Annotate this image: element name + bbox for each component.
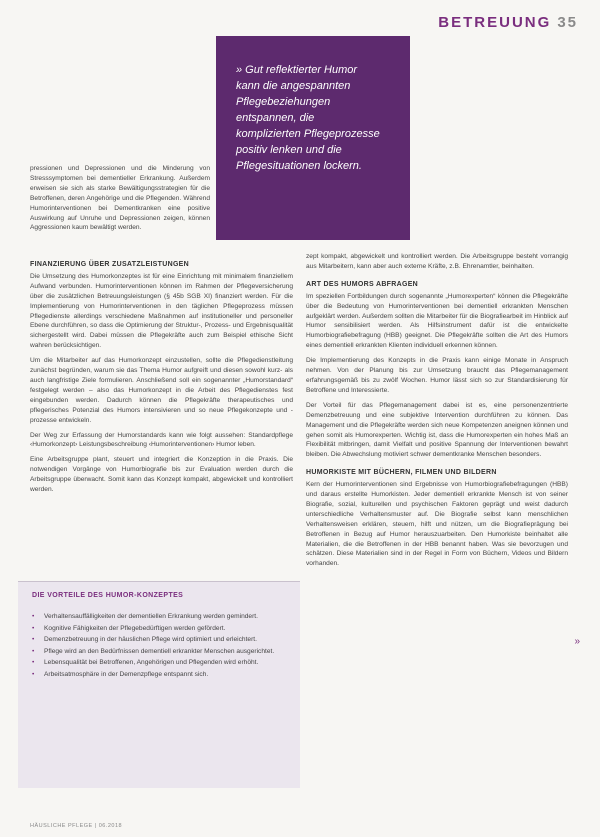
benefits-title: DIE VORTEILE DES HUMOR-KONZEPTES [32,592,184,599]
intro-column [30,164,210,238]
paragraph: Im speziellen Fortbildungen durch sogenannte „Humorexperten“ können die Pflegekräfte über die Bedeutung von Humorinterventionen bei dementiell erkrankten Menschen aufgeklärt werden. Außerdem sollten die Mitarbeiter für die Biografiearbeit im Hinblick auf Humor sensibilisiert werden. Als Hilfsinstrument dafür ist die entwickelte Humorbiografiebefragung (HBB) geeignet. Die Pflegekräfte sollten die Art des Humors eines dementiell erkrankten Klienten individuell erkennen können. [306,292,568,350]
list-item: • Arbeitsatmosphäre in der Demenzpflege entspannt sich. [32,670,209,678]
pull-quote: » Gut reflektierter Humor kann die angespannten Pflegebeziehungen entspannen, die komplizierten Pflegeprozesse positiv lenken und die Pflegesituationen lockern. [216,36,410,240]
bullet-icon: • [32,636,35,644]
list-item: • Pflege wird an den Bedürfnissen dementiell erkrankter Menschen ausgerichtet. [32,647,275,655]
list-item: • Verhaltensauffälligkeiten der dementiellen Erkrankung werden gemindert. [32,613,258,620]
paragraph: Eine Arbeitsgruppe plant, steuert und integriert die Konzeption in die Praxis. Die notwendigen Vorgänge von Humorbiografie bis zur Evaluation werden durch die Arbeitsgruppe überwacht. Somit kann das Konzept kompakt, abgewickelt und kontrolliert werden. [30,456,293,494]
benefits-list [32,612,292,682]
continue-arrow-icon: » [574,636,580,647]
paragraph: Der Weg zur Erfassung der Humorstandards kann wie folgt aussehen: Standardpflege ‹Humorkonzept› Leistungsbeschreibung ‹Humorinterventionen› Humor leben. [30,431,293,449]
benefits-box [18,582,300,788]
list-item: • Lebensqualität bei Betroffenen, Angehörigen und Pflegenden wird erhöht. [32,659,259,667]
right-column [306,252,568,574]
paragraph: Der Vorteil für das Pflegemanagement dabei ist es, eine personenzentrierte Demenzbetreuung und eine subjektive Intervention durchführen zu können. Das Management und die Pflegekräfte werden sich neue Kompetenzen aneignen können und gehen somit als Humorexperten. Wichtig ist, dass die Humorexperten ein hohes Maß an Flexibilität mitbringen, damit Vielfalt und positive Spannung der Interventionen bewahrt bleiben. Die Abwechslung motiviert schwer dementkranke Menschen besonders. [306,401,568,459]
page-header [438,14,578,31]
paragraph: Kern der Humorinterventionen sind Ergebnisse von Humorbiografiebefragungen (HBB) und daraus erstellte Humorkisten. Jeder dementiell erkrankte Mensch ist von seiner Biografie, sozial, kulturellen und psychischen Faktoren geprägt und weist dadurch unterschiedliche Verhaltensmuster auf. Die Biografie selbst kann menschlichen Verhaltensweisen erklären, steuern, hilft und nützen, um die Biografieprägung bei Betroffenen in Bezug auf Humor herauszuarbeiten. Den Humorkiste beinhaltet alle Materialien, die die Betroffenen in der HBB benannt haben. Was sie bevorzugen und schätzen. Diese Materialien sind in der Regel in Form von Büchern, Videos und Bildern vorhanden. [306,481,568,568]
bullet-icon: • [32,647,35,655]
left-column [30,252,293,500]
bullet-icon: • [32,613,35,620]
heading-humor-type: ART DES HUMORS ABFRAGEN [306,280,419,288]
paragraph: Um die Mitarbeiter auf das Humorkonzept einzustellen, sollte die Pflegedienstleitung zunächst begründen, warum sie das Thema Humor aufgreift und diesen sowohl kurz- als auch langfristige Ziele formulieren. Anschließend soll ein sogenannter „Humorstandard“ festgelegt werden – also das Humorkonzept in die Arbeit des Pflegedienstes fest eingebunden werden. Dadurch können die Pflegekräfte therapeutisches und pflegerisches Potenzial des Humors intensivieren und so neue Pflegekonzepte und -prozesse entwickeln. [30,357,293,424]
box-divider [18,581,300,582]
bullet-icon: • [32,670,35,678]
intro-paragraph: pressionen und Depressionen und die Minderung von Stresssymptomen bei dementieller Erkrankung. Außerdem erweisen sie sich als starke Bewältigungsstrategien für die Betroffenen, deren Angehörige und die Pflegenden. Während Humorinterventionen bei Dementkranken eine positive Auswirkung auf Unruhe und Depressionen zeigen, können Aggressionen kaum bewältigt werden. [30,165,210,232]
paragraph: Die Implementierung des Konzepts in die Praxis kann einige Monate in Anspruch nehmen. Von der Planung bis zur Umsetzung braucht das Pflegemanagement erfahrungsgemäß bis zu zwölf Wochen. Humor lässt sich so zur Standardisierung für Betroffene und Interessierte. [306,357,568,394]
page-footer: HÄUSLICHE PFLEGE | 06.2018 [30,823,123,829]
paragraph: zept kompakt, abgewickelt und kontrolliert werden. Die Arbeitsgruppe besteht vorrangig aus Mitarbeitern, kann aber auch externe Kräfte, z.B. Ehrenamtler, beinhalten. [306,253,568,270]
heading-humor-box: HUMORKISTE MIT BÜCHERN, FILMEN UND BILDERN [306,469,497,477]
section-title: BETREUUNG [438,14,552,31]
list-item: • Kognitive Fähigkeiten der Pflegebedürftigen werden gefördert. [32,624,226,632]
page-number: 35 [557,14,578,31]
bullet-icon: • [32,659,35,667]
paragraph: Die Umsetzung des Humorkonzeptes ist für eine Einrichtung mit minimalem finanziellem Aufwand verbunden. Humorinterventionen können im Rahmen der Pflegeversicherung über die zusätzlichen Betreuungsleistungen (§ 45b SGB XI) finanziert werden. Für die Implementierung von Humorinterventionen in den täglichen Pflegeprozess müssen Pflegedienste allerdings verschiedene Maßnahmen auf institutioneller und personeller Ebene durchführen, so dass die Optimierung der Struktur-, Prozess- und Ergebnisqualität sichergestellt wird. Dabei müssen die Pflegekräfte auch zum Beispiel ethische Sicht wahren berücksichtigen. [30,272,293,350]
list-item: • Demenzbetreuung in der häuslichen Pflege wird optimiert und erleichtert. [32,636,257,644]
heading-financing: FINANZIERUNG ÜBER ZUSATZLEISTUNGEN [30,261,190,268]
bullet-icon: • [32,624,35,632]
